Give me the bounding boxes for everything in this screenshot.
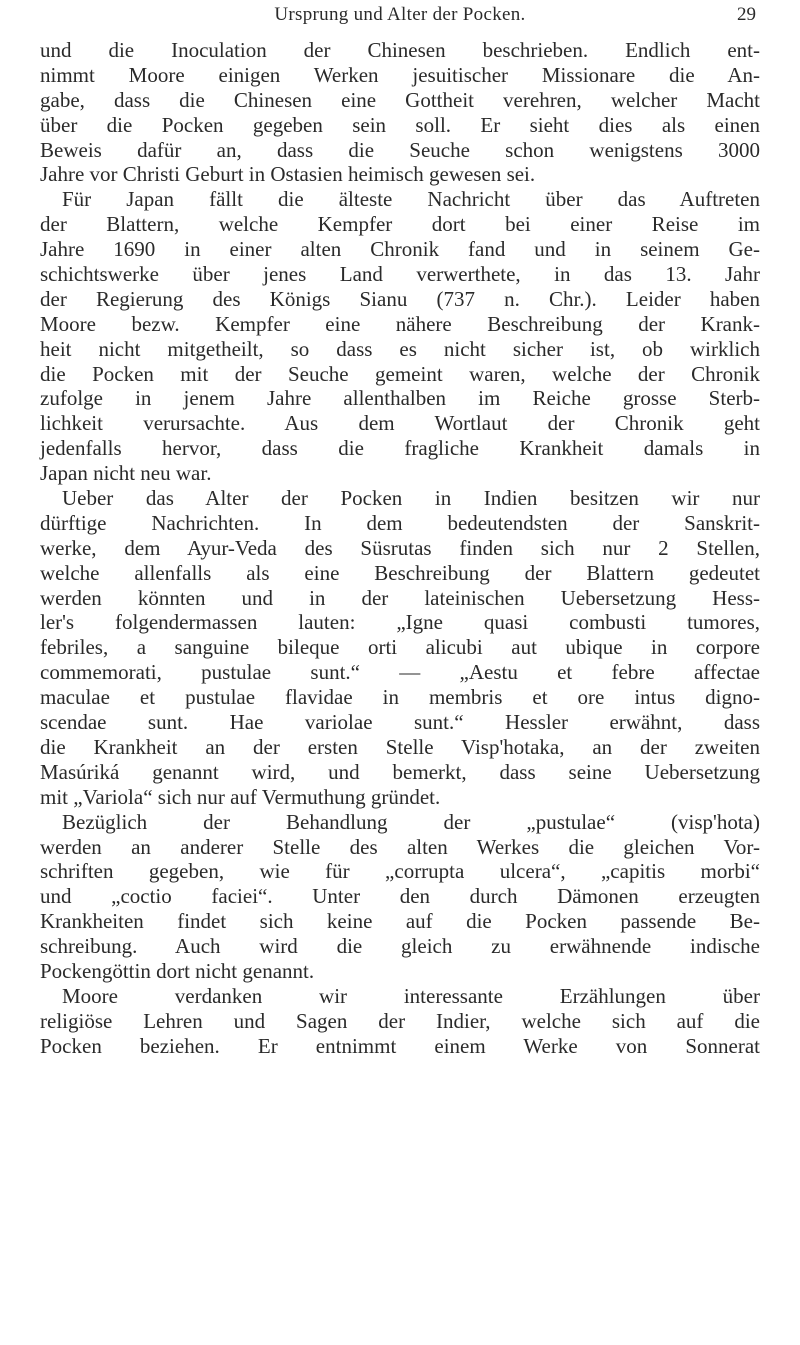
text-line: febriles, a sanguine bileque orti alicubi aut ubique in corpore	[40, 635, 760, 660]
text-line: heit nicht mitgetheilt, so dass es nicht sicher ist, ob wirklich	[40, 336, 760, 361]
text-line: mit „Variola“ sich nur auf Vermuthung gründet.	[40, 784, 441, 809]
text-line: gabe, dass die Chinesen eine Gottheit verehren, welcher Macht	[40, 87, 760, 112]
text-line: religiöse Lehren und Sagen der Indier, welche sich auf die	[40, 1008, 760, 1033]
text-line: maculae et pustulae flavidae in membris et ore intus digno-	[40, 685, 760, 710]
running-head	[0, 4, 800, 34]
text-line: schriften gegeben, wie für „corrupta ulcera“, „capitis morbi“	[40, 859, 760, 884]
text-line: Pockengöttin dort nicht genannt.	[40, 958, 315, 983]
text-line: der Blattern, welche Kempfer dort bei einer Reise im	[40, 212, 760, 237]
text-line: lichkeit verursachte. Aus dem Wortlaut der Chronik geht	[40, 411, 760, 436]
body-text	[40, 38, 760, 1059]
text-line: commemorati, pustulae sunt.“ — „Aestu et febre affectae	[40, 660, 760, 685]
text-line: Jahre vor Christi Geburt in Ostasien heimisch gewesen sei.	[40, 162, 536, 187]
text-line: werden könnten und in der lateinischen Uebersetzung Hess-	[40, 585, 760, 610]
text-line: werden an anderer Stelle des alten Werkes die gleichen Vor-	[40, 834, 760, 859]
text-line: Beweis dafür an, dass die Seuche schon wenigstens 3000	[40, 137, 760, 162]
text-line: Jahre 1690 in einer alten Chronik fand und in seinem Ge-	[40, 237, 760, 262]
text-line: scendae sunt. Hae variolae sunt.“ Hessler erwähnt, dass	[40, 710, 760, 735]
text-line: welche allenfalls als eine Beschreibung der Blattern gedeutet	[40, 560, 760, 585]
text-line: Masúriká genannt wird, und bemerkt, dass seine Uebersetzung	[40, 759, 760, 784]
text-line: die Pocken mit der Seuche gemeint waren, welche der Chronik	[40, 361, 760, 386]
text-line: Krankheiten findet sich keine auf die Pocken passende Be-	[40, 909, 760, 934]
text-line: schichtswerke über jenes Land verwerthete, in das 13. Jahr	[40, 262, 760, 287]
text-line: Moore verdanken wir interessante Erzählungen über	[62, 983, 760, 1008]
text-line: Für Japan fällt die älteste Nachricht über das Auftreten	[62, 187, 760, 212]
text-line: Bezüglich der Behandlung der „pustulae“ (visp'hota)	[62, 809, 760, 834]
text-line: und „coctio faciei“. Unter den durch Dämonen erzeugten	[40, 884, 760, 909]
text-line: über die Pocken gegeben sein soll. Er sieht dies als einen	[40, 112, 760, 137]
text-line: schreibung. Auch wird die gleich zu erwähnende indische	[40, 934, 760, 959]
text-line: ler's folgendermassen lauten: „Igne quasi combusti tumores,	[40, 610, 760, 635]
text-line: zufolge in jenem Jahre allenthalben im Reiche grosse Sterb-	[40, 386, 760, 411]
text-line: der Regierung des Königs Sianu (737 n. Chr.). Leider haben	[40, 286, 760, 311]
text-line: und die Inoculation der Chinesen beschrieben. Endlich ent-	[40, 38, 760, 62]
text-line: dürftige Nachrichten. In dem bedeutendsten der Sanskrit-	[40, 510, 760, 535]
running-title: Ursprung und Alter der Pocken.	[274, 4, 526, 25]
text-line: jedenfalls hervor, dass die fragliche Krankheit damals in	[40, 436, 760, 461]
text-line: Pocken beziehen. Er entnimmt einem Werke von Sonnerat	[40, 1033, 760, 1058]
text-line: Ueber das Alter der Pocken in Indien besitzen wir nur	[62, 486, 760, 511]
page-number: 29	[737, 4, 756, 25]
text-line: Moore bezw. Kempfer eine nähere Beschreibung der Krank-	[40, 311, 760, 336]
text-line: die Krankheit an der ersten Stelle Visp'hotaka, an der zweiten	[40, 734, 760, 759]
text-line: werke, dem Ayur-Veda des Süsrutas finden sich nur 2 Stellen,	[40, 535, 760, 560]
text-line: Japan nicht neu war.	[40, 461, 212, 486]
text-line: nimmt Moore einigen Werken jesuitischer Missionare die An-	[40, 62, 760, 87]
